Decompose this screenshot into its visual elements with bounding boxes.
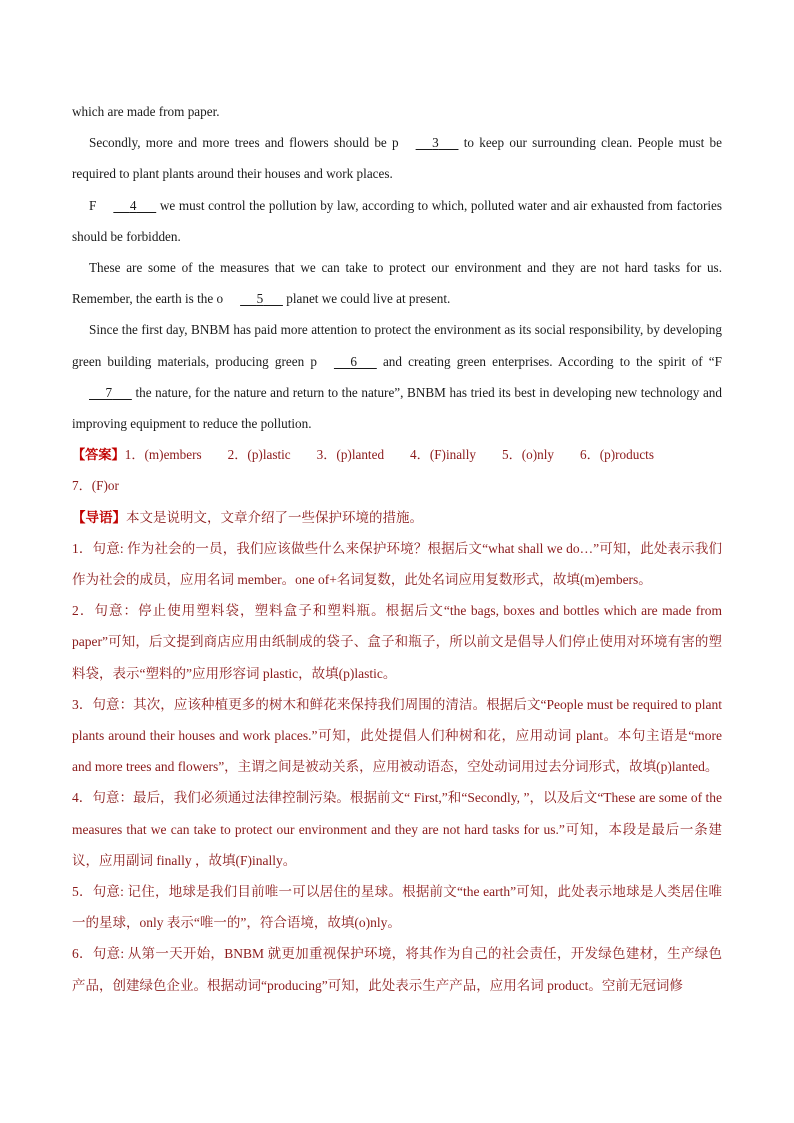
document-page xyxy=(72,96,722,1001)
passage-text: and creating green enterprises. According to the spirit of “F xyxy=(376,353,722,369)
answer-item: 1．(m)embers xyxy=(124,447,202,463)
passage-text: These are some of the measures that we can take to protect our environment and they are not hard tasks for us. Remember, the earth is the o xyxy=(72,260,722,307)
passage-paragraph-secondly xyxy=(72,127,722,189)
answer-item: 2．(p)lastic xyxy=(227,447,291,463)
guide-section xyxy=(72,502,722,533)
answer-item: 5．(o)nly xyxy=(501,447,554,463)
blank-5: 5 xyxy=(256,291,264,307)
passage-text: planet we could live at present. xyxy=(282,291,451,307)
passage-text: F xyxy=(89,197,97,213)
explanation-item: 3．句意：其次，应该种植更多的树木和鲜花来保持我们周围的清洁。根据后文“People must be required to plant plants around their houses and work places.”可知，此处提倡人们种树和花，应用动词 plant。本句主语是“more and more trees and flowers”，主谓之间是被动关系，应用被动语态，空处动词用过去分词形式，故填(p)lanted。 xyxy=(72,696,722,775)
passage-text: we must control the pollution by law, according to which, polluted water and air exhausted from factories should be forbidden. xyxy=(72,197,722,244)
blank-4: 4 xyxy=(129,197,137,213)
explanation-item: 5．句意: 记住，地球是我们目前唯一可以居住的星球。根据前文“the earth”可知，此处表示地球是人类居住唯一的星球，only 表示“唯一的”，符合语境，故填(o)nly。 xyxy=(72,884,722,931)
blank-3: 3 xyxy=(432,135,439,151)
answer-section xyxy=(72,439,722,501)
answer-tag: 【答案】 xyxy=(72,447,125,463)
guide-tag: 【导语】 xyxy=(72,509,126,525)
passage-line: which are made from paper. xyxy=(72,104,220,119)
answer-item: 6．(p)roducts xyxy=(580,447,654,463)
answer-item: 3．(p)lanted xyxy=(316,447,385,463)
passage-paragraph-finally xyxy=(72,190,722,252)
explanation-item: 1．句意: 作为社会的一员，我们应该做些什么来保护环境？根据后文“what shall we do…”可知，此处表示我们作为社会的成员，应用名词 member。one of+名词复数，此处名词应用复数形式，故填(m)embers。 xyxy=(72,540,722,588)
passage-text: to keep our surrounding clean. People must be required to plant plants around their houses and work places. xyxy=(72,135,722,182)
guide-text: 本文是说明文，文章介绍了一些保护环境的措施。 xyxy=(126,509,423,525)
explanation-item: 2．句意：停止使用塑料袋，塑料盒子和塑料瓶。根据后文“the bags, boxes and bottles which are made from paper”可知，后文提到商店应用由纸制成的袋子、盒子和瓶子，所以前文是倡导人们停止使用对环境有害的塑料袋，表示“塑料的”应用形容词 plastic，故填(p)lastic。 xyxy=(72,603,722,681)
explanation-item: 4．句意：最后，我们必须通过法律控制污染。根据前文“ First,”和“Secondly, ”，以及后文“These are some of the measures that we can take to protect our environment and they are not hard tasks for us.”可知，本段是最后一条建议，应用副词 finally ，故填(F)inally。 xyxy=(72,790,722,868)
explanation-item: 6．句意: 从第一天开始，BNBM 就更加重视保护环境，将其作为自己的社会责任，开发绿色建材，生产绿色产品，创建绿色企业。根据动词“producing”可知，此处表示生产产品，应用名词 product。空前无冠词修 xyxy=(72,946,722,993)
answer-item: 4．(F)inally xyxy=(410,447,476,463)
answer-item: 7．(F)or xyxy=(72,478,119,494)
blank-6: 6 xyxy=(350,353,358,369)
passage-paragraph-bnbm xyxy=(72,314,722,439)
passage-text: Since the first day, BNBM has paid more attention to protect the environment as its social responsibility, by developing green building materials, producing green p xyxy=(72,322,722,369)
passage-text: Secondly, more and more trees and flowers should be p xyxy=(89,135,399,151)
passage-paragraph-measures xyxy=(72,252,722,314)
passage-text: the nature, for the nature and return to the nature”, BNBM has tried its best in developing new technology and improving equipment to reduce the pollution. xyxy=(72,384,722,432)
blank-7: 7 xyxy=(105,384,113,400)
